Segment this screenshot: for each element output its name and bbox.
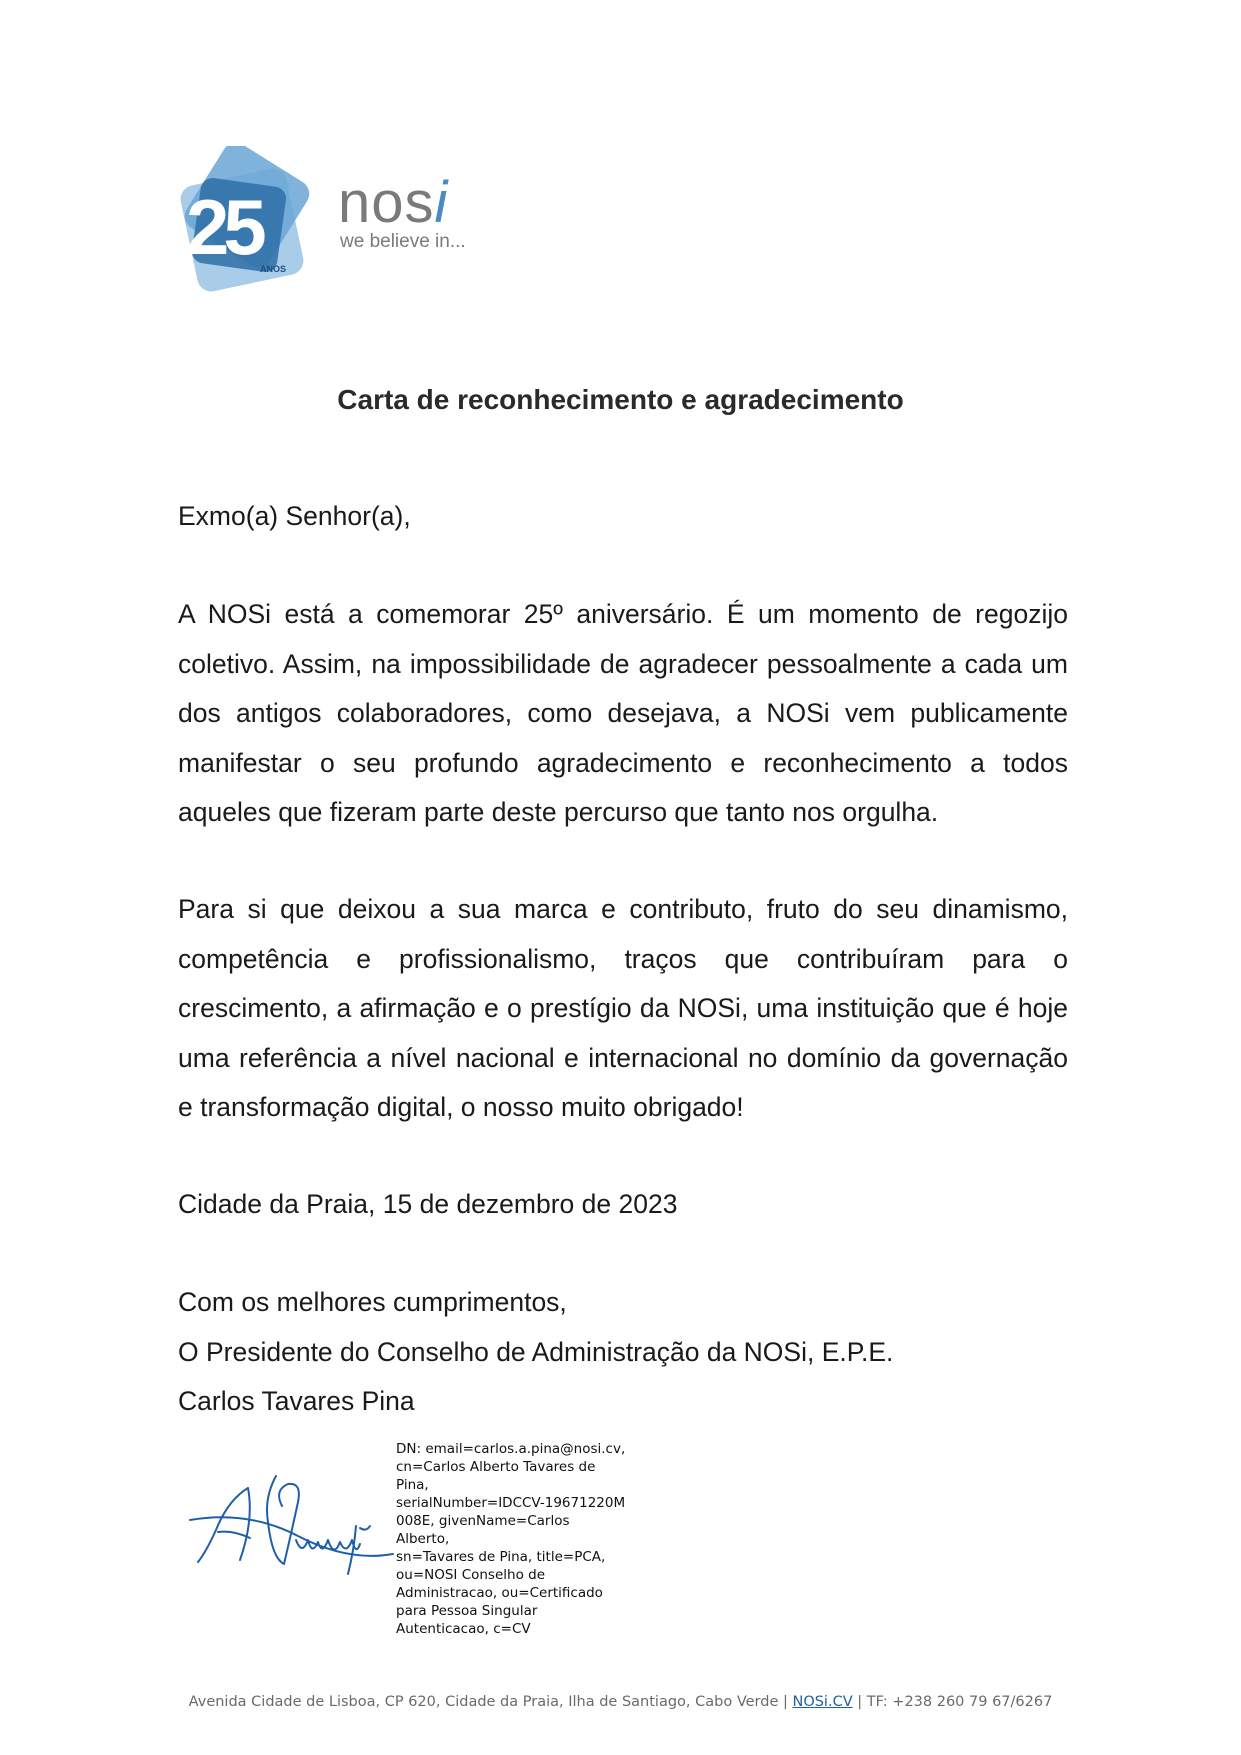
closing-role: O Presidente do Conselho de Administração da NOSi, E.P.E.	[178, 1336, 894, 1367]
place-date: Cidade da Praia, 15 de dezembro de 2023	[178, 1189, 678, 1219]
paragraph-line: coletivo. Assim, na impossibilidade de agradecer pessoalmente a cada um	[178, 648, 1068, 679]
salutation: Exmo(a) Senhor(a),	[178, 501, 411, 531]
dn-line: serialNumber=IDCCV-19671220M	[396, 1495, 626, 1511]
badge-number: 25	[186, 183, 261, 271]
paragraph-line: manifestar o seu profundo agradecimento e reconhecimento a todos	[178, 747, 1068, 778]
dn-line: cn=Carlos Alberto Tavares de	[396, 1459, 596, 1475]
dn-line: para Pessoa Singular	[396, 1603, 538, 1619]
dn-line: DN: email=carlos.a.pina@nosi.cv,	[396, 1441, 626, 1457]
dn-line: Autenticacao, c=CV	[396, 1621, 531, 1637]
paragraph-2	[178, 885, 1068, 1133]
paragraph-1	[178, 590, 1068, 838]
dn-line: sn=Tavares de Pina, title=PCA,	[396, 1549, 606, 1565]
badge-sub: ANOS	[260, 264, 287, 274]
dn-line: Pina,	[396, 1477, 429, 1493]
paragraph-line: e transformação digital, o nosso muito obrigado!	[178, 1092, 744, 1122]
paragraph-line: aqueles que fizeram parte deste percurso que tanto nos orgulha.	[178, 797, 939, 827]
handwritten-signature-icon	[188, 1470, 398, 1580]
footer-website-link[interactable]: NOSi.CV	[792, 1694, 853, 1710]
anniversary-badge-icon	[176, 146, 336, 296]
dn-line: Administracao, ou=Certificado	[396, 1585, 603, 1601]
paragraph-line: crescimento, a afirmação e o prestígio da NOSi, uma instituição que é hoje	[178, 993, 1068, 1023]
paragraph-line: dos antigos colaboradores, como desejava, a NOSi vem publicamente	[178, 698, 1068, 728]
closing-block	[178, 1278, 1068, 1427]
footer-phone: | TF: +238 260 79 67/6267	[852, 1694, 1053, 1710]
page-footer	[0, 1694, 1241, 1710]
brand-main: nos	[338, 170, 435, 235]
dn-line: 008E, givenName=Carlos Alberto,	[396, 1513, 570, 1547]
brand-i: i	[434, 170, 449, 235]
signature-dn-text	[396, 1440, 626, 1638]
nosi-25-anos-logo	[176, 146, 476, 286]
brand-wordmark	[338, 170, 466, 252]
paragraph-line: A NOSi está a comemorar 25º aniversário. É um momento de regozijo	[178, 599, 1068, 629]
letter-title: Carta de reconhecimento e agradecimento	[337, 384, 904, 415]
paragraph-line: Para si que deixou a sua marca e contributo, fruto do seu dinamismo,	[178, 894, 1068, 924]
signer-name: Carlos Tavares Pina	[178, 1386, 415, 1416]
paragraph-line: uma referência a nível nacional e internacional no domínio da governação	[178, 1042, 1068, 1073]
paragraph-line: competência e profissionalismo, traços que contribuíram para o	[178, 943, 1068, 974]
dn-line: ou=NOSI Conselho de	[396, 1567, 546, 1583]
brand-tagline: we believe in...	[340, 231, 466, 252]
footer-address: Avenida Cidade de Lisboa, CP 620, Cidade da Praia, Ilha de Santiago, Cabo Verde |	[188, 1694, 793, 1710]
closing-regards: Com os melhores cumprimentos,	[178, 1287, 567, 1317]
digital-signature	[178, 1440, 638, 1637]
